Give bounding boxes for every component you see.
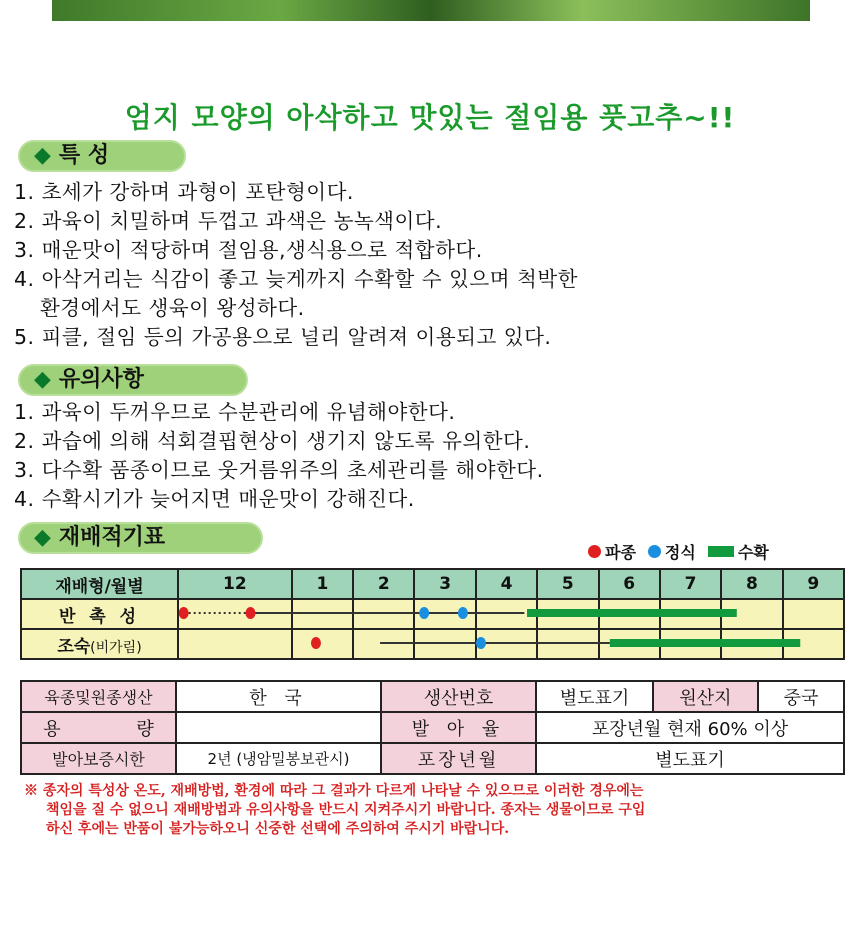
diamond-icon: ◆ <box>34 143 51 168</box>
month-header: 1 <box>292 569 353 599</box>
list-item: 2. 과육이 치밀하며 두껍고 과색은 농녹색이다. <box>14 209 443 233</box>
section-schedule-title <box>18 522 263 554</box>
list-item: 4. 아삭거리는 식감이 좋고 늦게까지 수확할 수 있으며 척박한 <box>14 267 578 291</box>
month-cell <box>537 599 598 629</box>
cell: 육종및원종생산 <box>21 681 176 712</box>
cell: 별도표기 <box>536 681 653 712</box>
cell: 용 량 <box>21 712 176 743</box>
list-item: 3. 매운맛이 적당하며 절임용,생식용으로 적합하다. <box>14 238 483 262</box>
month-cell <box>783 629 844 659</box>
legend-harvest <box>708 540 769 563</box>
month-cell <box>599 599 660 629</box>
month-cell <box>292 629 353 659</box>
green-bar-icon <box>708 546 734 557</box>
disclaimer-line: 책임을 질 수 없으니 재배방법과 유의사항을 반드시 지켜주시기 바랍니다. 종자는 생물이므로 구입 <box>46 802 646 818</box>
month-cell <box>178 629 292 659</box>
blue-dot-icon <box>648 545 661 558</box>
month-header: 8 <box>721 569 782 599</box>
product-photo <box>52 0 810 21</box>
legend-label: 파종 <box>605 543 636 562</box>
month-header: 3 <box>414 569 475 599</box>
month-header: 6 <box>599 569 660 599</box>
label: 재배적기표 <box>58 525 166 550</box>
month-cell <box>721 599 782 629</box>
list-item: 1. 초세가 강하며 과형이 포탄형이다. <box>14 180 354 204</box>
month-cell <box>178 599 292 629</box>
month-cell <box>353 629 414 659</box>
list-item: 5. 피클, 절임 등의 가공용으로 널리 알려져 이용되고 있다. <box>14 325 552 349</box>
diamond-icon: ◆ <box>34 367 51 392</box>
month-cell <box>721 629 782 659</box>
month-header: 5 <box>537 569 598 599</box>
month-cell <box>353 599 414 629</box>
month-header: 7 <box>660 569 721 599</box>
month-header: 4 <box>476 569 537 599</box>
cell: 한 국 <box>176 681 381 712</box>
chart-legend <box>588 540 769 563</box>
month-header: 9 <box>783 569 844 599</box>
cell: 2년 (냉암밀봉보관시) <box>176 743 381 774</box>
disclaimer-line: ※ 종자의 특성상 온도, 재배방법, 환경에 따라 그 결과가 다르게 나타날 수 있으므로 이러한 경우에는 <box>24 783 644 799</box>
row-label-main: 조숙 <box>57 636 91 657</box>
month-header: 2 <box>353 569 414 599</box>
month-cell <box>476 599 537 629</box>
cell: 생산번호 <box>381 681 536 712</box>
section-cautions-title <box>18 364 248 396</box>
section-features-title <box>18 140 186 172</box>
list-item: 3. 다수확 품종이므로 웃거름위주의 초세관리를 해야한다. <box>14 458 544 482</box>
info-table <box>20 680 845 775</box>
row-label <box>21 629 178 659</box>
cell: 원산지 <box>653 681 758 712</box>
month-cell <box>660 629 721 659</box>
legend-transplant <box>648 540 696 563</box>
label: 특 성 <box>58 143 110 168</box>
row-label-sub: (비가림) <box>90 639 142 656</box>
legend-label: 수확 <box>737 543 769 562</box>
list-item: 2. 과습에 의해 석회결핍현상이 생기지 않도록 유의한다. <box>14 429 531 453</box>
cell: 중국 <box>758 681 844 712</box>
cell: 발 아 율 <box>381 712 536 743</box>
month-cell <box>414 599 475 629</box>
cell <box>176 712 381 743</box>
month-cell <box>599 629 660 659</box>
list-item: 4. 수확시기가 늦어지면 매운맛이 강해진다. <box>14 487 415 511</box>
list-item: 환경에서도 생육이 왕성하다. <box>40 296 305 320</box>
cell: 별도표기 <box>536 743 844 774</box>
month-cell <box>414 629 475 659</box>
features-list <box>14 178 578 352</box>
month-cell <box>783 599 844 629</box>
headline: 엄지 모양의 아삭하고 맛있는 절임용 풋고추~!! <box>124 101 736 134</box>
cautions-list <box>14 398 544 514</box>
disclaimer-line: 하신 후에는 반품이 불가능하오니 신중한 선택에 주의하여 주시기 바랍니다. <box>46 821 510 837</box>
cultivation-table <box>20 568 845 660</box>
cell: 포장년월 <box>381 743 536 774</box>
month-cell <box>537 629 598 659</box>
label: 유의사항 <box>58 367 144 392</box>
disclaimer <box>24 782 854 839</box>
month-cell <box>660 599 721 629</box>
legend-label: 정식 <box>664 543 696 562</box>
month-header: 12 <box>178 569 292 599</box>
month-cell <box>292 599 353 629</box>
legend-sowing <box>588 540 636 563</box>
list-item: 1. 과육이 두꺼우므로 수분관리에 유념해야한다. <box>14 400 456 424</box>
cell: 발아보증시한 <box>21 743 176 774</box>
red-dot-icon <box>588 545 601 558</box>
diamond-icon: ◆ <box>34 525 51 550</box>
row-label: 반 촉 성 <box>21 599 178 629</box>
cell: 포장년월 현재 60% 이상 <box>536 712 844 743</box>
header-label: 재배형/월별 <box>21 569 178 599</box>
month-cell <box>476 629 537 659</box>
